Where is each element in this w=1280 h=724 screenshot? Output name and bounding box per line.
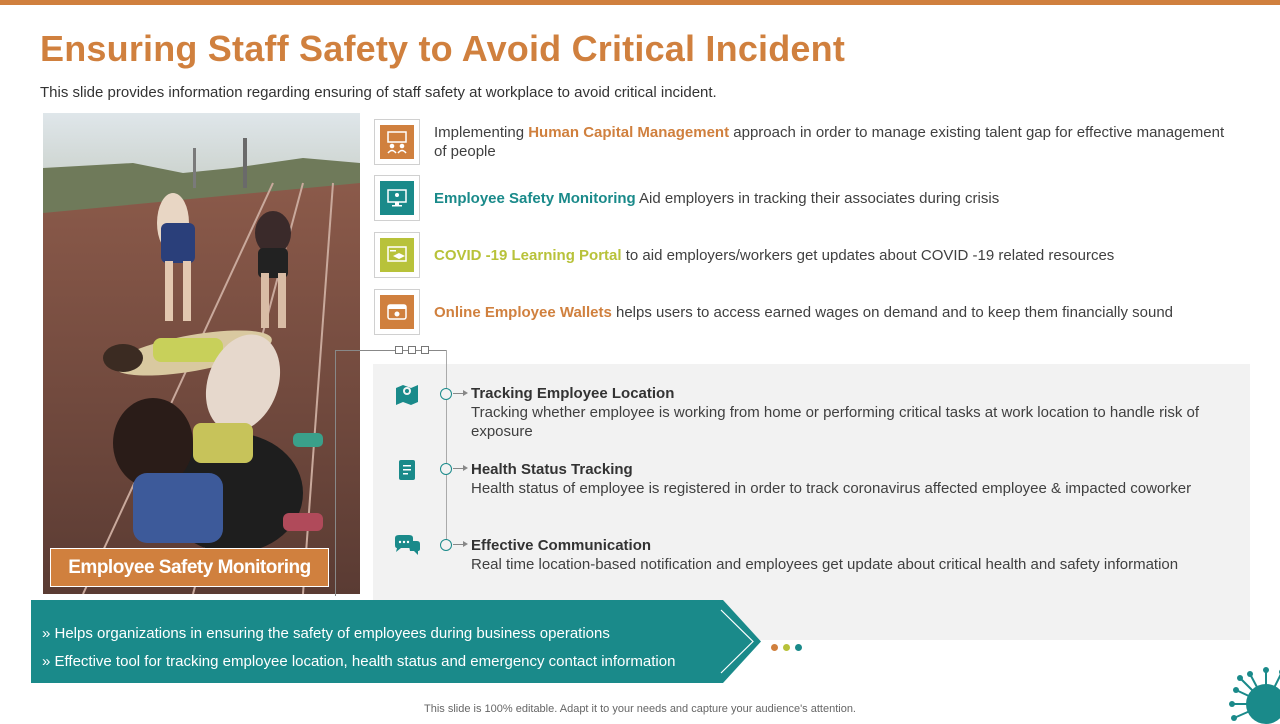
feature-rest: to aid employers/workers get updates about COVID -19 related resources (621, 247, 1115, 264)
timeline-node (440, 388, 452, 400)
timeline-arrow (453, 393, 465, 394)
detail-text: Real time location-based notification and employees get update about critical health and safety information (471, 556, 1179, 573)
feature-row-wallets (374, 289, 1254, 335)
feature-highlight: Employee Safety Monitoring (434, 190, 636, 207)
photo-caption: Employee Safety Monitoring (50, 548, 329, 587)
slide-title: Ensuring Staff Safety to Avoid Critical Incident (40, 28, 846, 69)
detail-text: Tracking whether employee is working from home or performing critical tasks at work location to handle risk of exposure (471, 404, 1200, 440)
dot-orange (771, 644, 778, 651)
chat-icon (393, 532, 421, 558)
decorative-dots (771, 638, 807, 656)
feature-row-safety-monitoring (374, 175, 1254, 221)
summary-bullet: » Helps organizations in ensuring the safety of employees during business operations (42, 625, 610, 642)
detail-title: Tracking Employee Location (471, 385, 675, 402)
detail-title: Effective Communication (471, 537, 652, 554)
wallet-icon (380, 295, 414, 329)
connector-line (335, 350, 446, 596)
footer-note: This slide is 100% editable. Adapt it to your needs and capture your audience's attention. (424, 703, 856, 715)
feature-row-learning-portal (374, 232, 1254, 278)
feature-pre: Implementing (434, 124, 529, 141)
timeline-arrow (453, 468, 465, 469)
feature-rest: helps users to access earned wages on demand and to keep them financially sound (611, 304, 1174, 321)
connector-square (408, 346, 416, 354)
dot-teal (795, 644, 802, 651)
connector-square (421, 346, 429, 354)
summary-bullets (42, 620, 675, 676)
feature-row-human-capital (374, 119, 1254, 165)
feature-highlight: COVID -19 Learning Portal (434, 247, 622, 264)
detail-title: Health Status Tracking (471, 461, 633, 478)
timeline-arrow (453, 544, 465, 545)
clipboard-icon (393, 457, 421, 483)
timeline-line (446, 350, 447, 548)
dot-lime (783, 644, 790, 651)
top-accent-bar (0, 0, 1280, 5)
feature-rest: Aid employers in tracking their associates during crisis (635, 190, 1000, 207)
summary-bullet: » Effective tool for tracking employee location, health status and emergency contact information (42, 653, 676, 670)
map-location-icon (393, 381, 421, 407)
people-board-icon (380, 125, 414, 159)
detail-item-health (471, 460, 1246, 498)
detail-item-communication (471, 536, 1246, 574)
feature-rest: approach in order to manage existing talent gap for effective management of people (434, 124, 1225, 160)
monitor-icon (380, 181, 414, 215)
timeline-node (440, 539, 452, 551)
feature-highlight: Online Employee Wallets (434, 304, 612, 321)
detail-item-location (471, 384, 1246, 441)
connector-square (395, 346, 403, 354)
detail-text: Health status of employee is registered in order to track coronavirus affected employee & impacted coworker (471, 480, 1192, 497)
timeline-node (440, 463, 452, 475)
runners-photo (43, 113, 360, 594)
slide-subtitle: This slide provides information regarding ensuring of staff safety at workplace to avoid critical incident. (40, 84, 717, 101)
virus-icon (1226, 664, 1280, 724)
feature-highlight: Human Capital Management (528, 124, 730, 141)
learning-portal-icon (380, 238, 414, 272)
